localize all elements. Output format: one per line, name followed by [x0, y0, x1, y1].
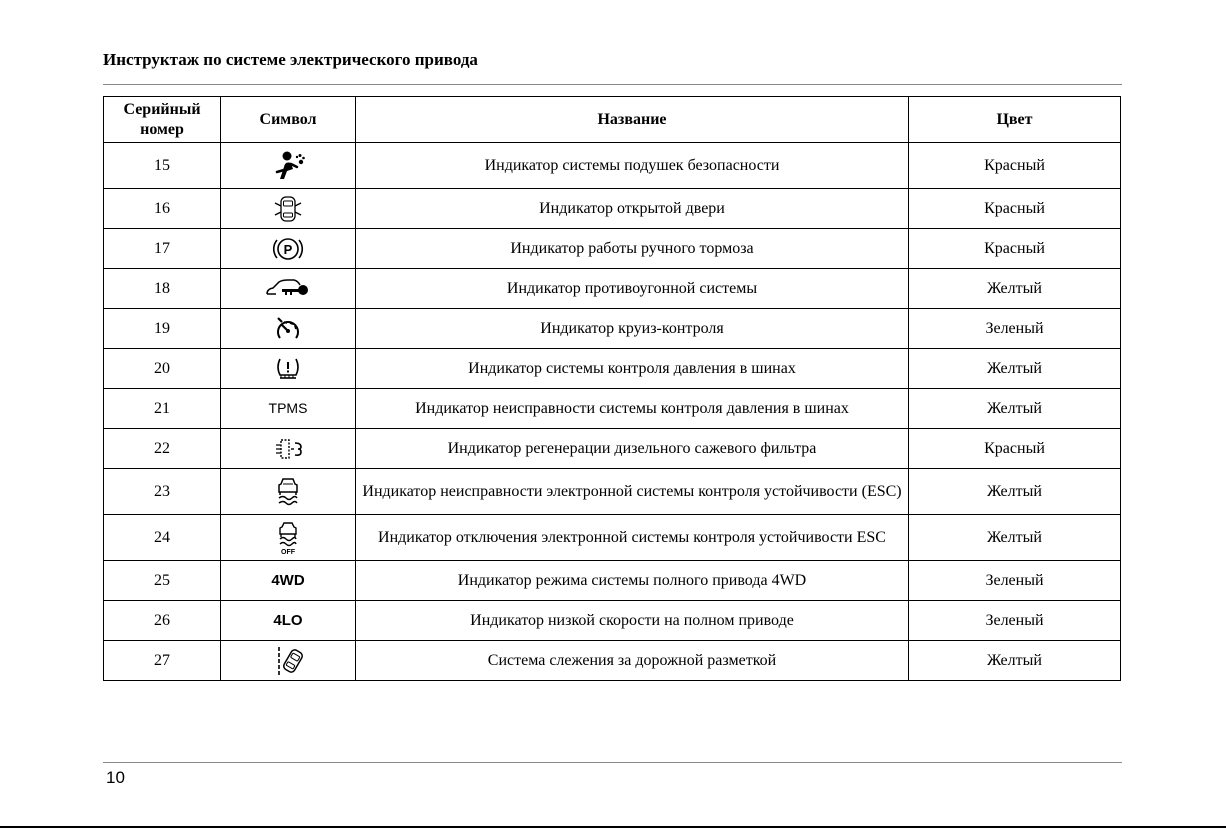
cruise-control-icon: [225, 314, 351, 344]
page-number: 10: [106, 768, 125, 787]
airbag-warning-icon: [225, 151, 351, 181]
row-name: Индикатор противоугонной системы: [356, 269, 909, 309]
row-number: 17: [104, 229, 221, 269]
row-name: Индикатор круиз-контроля: [356, 309, 909, 349]
column-header-symbol: Символ: [221, 97, 356, 143]
header-divider: [103, 84, 1122, 85]
esc-fault-icon: [225, 475, 351, 509]
row-color: Красный: [909, 189, 1121, 229]
table-row: [104, 349, 1121, 389]
row-color: Желтый: [909, 469, 1121, 515]
row-name: Индикатор системы подушек безопасности: [356, 143, 909, 189]
row-name: Индикатор регенерации дизельного сажевого фильтра: [356, 429, 909, 469]
table-row: [104, 229, 1121, 269]
row-color: Красный: [909, 229, 1121, 269]
row-number: 18: [104, 269, 221, 309]
row-name: Индикатор работы ручного тормоза: [356, 229, 909, 269]
row-name: Индикатор отключения электронной системы контроля устойчивости ESC: [356, 515, 909, 561]
indicator-table: [103, 96, 1121, 681]
parking-brake-icon: [225, 234, 351, 264]
row-name: Индикатор режима системы полного привода 4WD: [356, 561, 909, 601]
row-number: 27: [104, 641, 221, 681]
row-number: 19: [104, 309, 221, 349]
row-number: 22: [104, 429, 221, 469]
row-color: Зеленый: [909, 309, 1121, 349]
row-name: Индикатор низкой скорости на полном приводе: [356, 601, 909, 641]
table-row: [104, 515, 1121, 561]
row-number: 16: [104, 189, 221, 229]
footer-divider: [103, 762, 1122, 763]
row-name: Индикатор открытой двери: [356, 189, 909, 229]
row-name: Индикатор неисправности электронной системы контроля устойчивости (ESC): [356, 469, 909, 515]
row-number: 26: [104, 601, 221, 641]
esc-off-icon: [225, 519, 351, 557]
table-row: [104, 389, 1121, 429]
column-header-number: Серийный номер: [104, 97, 221, 143]
row-color: Зеленый: [909, 561, 1121, 601]
table-row: [104, 469, 1121, 515]
row-color: Желтый: [909, 349, 1121, 389]
row-color: Зеленый: [909, 601, 1121, 641]
anti-theft-icon: [225, 277, 351, 301]
table-row: [104, 189, 1121, 229]
row-name: Индикатор системы контроля давления в шинах: [356, 349, 909, 389]
row-color: Желтый: [909, 269, 1121, 309]
table-row: [104, 641, 1121, 681]
table-row: [104, 601, 1121, 641]
table-row: [104, 561, 1121, 601]
row-color: Желтый: [909, 515, 1121, 561]
row-name: Индикатор неисправности системы контроля давления в шинах: [356, 389, 909, 429]
row-color: Желтый: [909, 389, 1121, 429]
table-row: [104, 269, 1121, 309]
row-color: Красный: [909, 429, 1121, 469]
table-header-row: [104, 97, 1121, 143]
lane-departure-icon: [225, 645, 351, 677]
page-bottom-edge: [0, 826, 1226, 828]
svg-text:P: P: [283, 241, 293, 257]
table-row: [104, 309, 1121, 349]
row-number: 15: [104, 143, 221, 189]
table-row: [104, 143, 1121, 189]
esc-off-label: OFF: [281, 548, 295, 556]
row-number: 23: [104, 469, 221, 515]
4lo-symbol: 4LO: [273, 611, 303, 629]
row-number: 24: [104, 515, 221, 561]
tpms-symbol: TPMS: [268, 399, 308, 416]
row-number: 21: [104, 389, 221, 429]
row-number: 25: [104, 561, 221, 601]
column-header-name: Название: [356, 97, 909, 143]
page-title: Инструктаж по системе электрического привода: [103, 50, 478, 69]
table-row: [104, 429, 1121, 469]
tire-pressure-icon: [225, 355, 351, 383]
row-number: 20: [104, 349, 221, 389]
row-name: Система слежения за дорожной разметкой: [356, 641, 909, 681]
dpf-regeneration-icon: [225, 436, 351, 462]
row-color: Желтый: [909, 641, 1121, 681]
row-color: Красный: [909, 143, 1121, 189]
column-header-color: Цвет: [909, 97, 1121, 143]
4wd-symbol: 4WD: [271, 571, 305, 589]
door-open-icon: [225, 194, 351, 224]
